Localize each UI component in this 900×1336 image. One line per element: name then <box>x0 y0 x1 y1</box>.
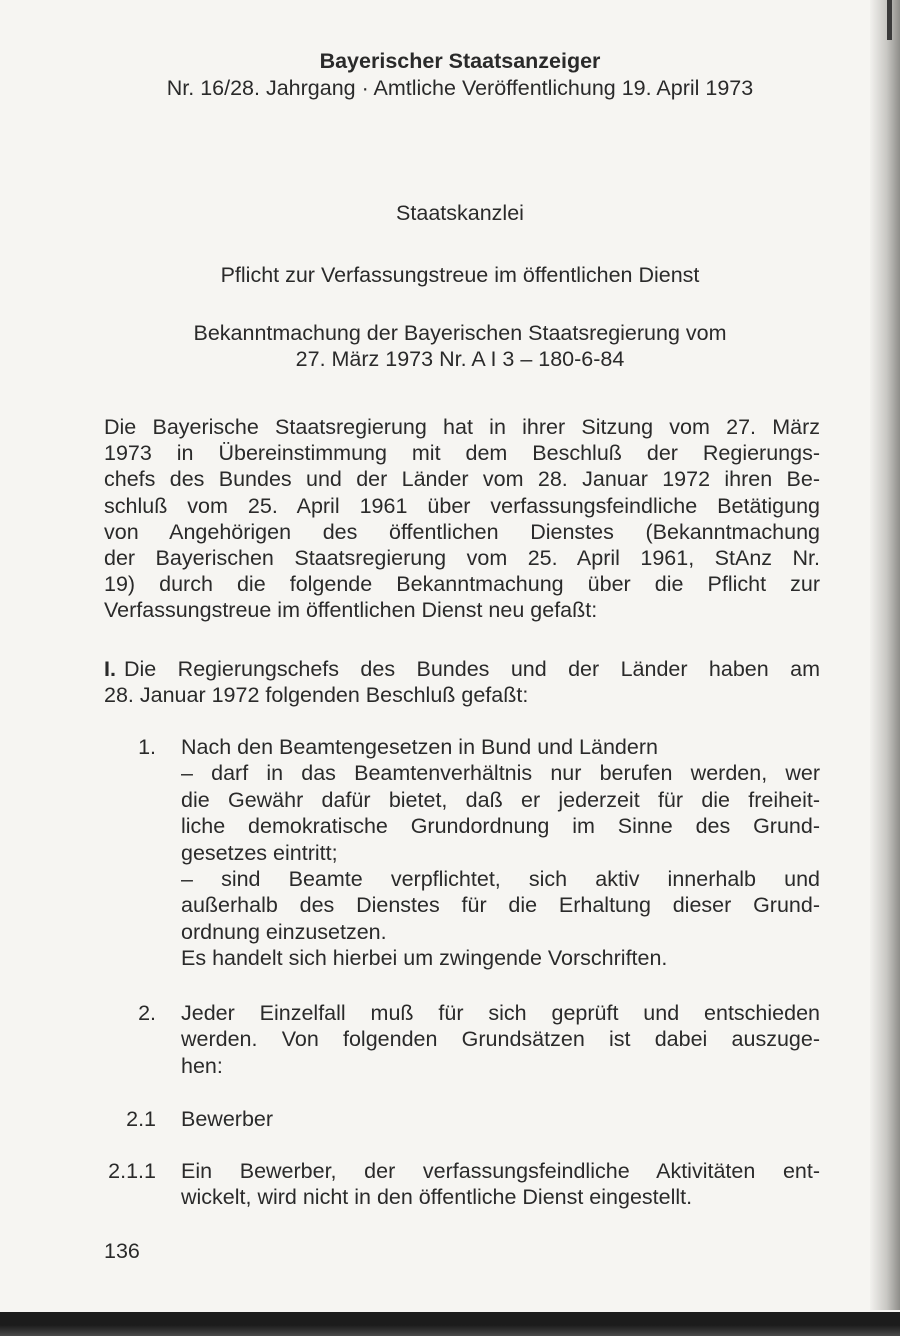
intro-line: der Bayerischen Staatsregierung vom 25. April 1961, StAnz Nr. <box>104 545 820 570</box>
item-number: 2.1 <box>126 1107 156 1131</box>
item-2-1-text <box>181 1106 820 1132</box>
item-line: die Gewähr dafür bietet, daß er jederzeit für die freiheit- <box>181 787 820 812</box>
item-line: außerhalb des Dienstes für die Erhaltung dieser Grund- <box>181 893 820 918</box>
page-edge-shadow <box>870 0 900 1310</box>
section1-paragraph <box>124 656 820 682</box>
scan-bottom-border <box>0 1312 900 1336</box>
item-line: Es handelt sich hierbei um zwingende Vorschriften. <box>181 946 668 971</box>
intro-line: 19) durch die folgende Bekanntmachung über die Pflicht zur <box>104 572 820 597</box>
document-title: Pflicht zur Verfassungstreue im öffentlichen Dienst <box>220 263 700 287</box>
intro-line: 1973 in Übereinstimmung mit dem Beschluß der Regierungs- <box>104 441 820 466</box>
item-line: Nach den Beamtengesetzen in Bund und Ländern <box>181 735 658 759</box>
item-line: ordnung einzusetzen. <box>181 919 387 944</box>
subtitle-line-1: Bekanntmachung der Bayerischen Staatsregierung vom <box>193 321 727 345</box>
item-2-1-1-text <box>181 1158 820 1211</box>
item-line: Ein Bewerber, der verfassungsfeindliche Aktivitäten ent- <box>181 1159 820 1183</box>
issue-line: Nr. 16/28. Jahrgang · Amtliche Veröffentlichung 19. April 1973 <box>166 76 754 100</box>
publication-title: Bayerischer Staatsanzeiger <box>319 49 601 73</box>
section1-line: Die Regierungschefs des Bundes und der Länder haben am <box>124 657 820 681</box>
intro-line: Die Bayerische Staatsregierung hat in ihrer Sitzung vom 27. März <box>104 415 820 439</box>
page-number: 136 <box>104 1239 140 1263</box>
intro-line: Verfassungstreue im öffentlichen Dienst neu gefaßt: <box>104 598 598 623</box>
item-number: 2. <box>138 1001 156 1025</box>
subtitle-line-2: 27. März 1973 Nr. A I 3 – 180-6-84 <box>295 347 625 371</box>
item-line: – darf in das Beamtenverhältnis nur berufen werden, wer <box>181 761 820 786</box>
intro-line: chefs des Bundes und der Länder vom 28. Januar 1972 ihren Be- <box>104 467 820 492</box>
item-line: werden. Von folgenden Grundsätzen ist dabei auszuge- <box>181 1027 820 1052</box>
page-edge-mark <box>887 0 892 40</box>
agency-heading: Staatskanzlei <box>396 201 524 225</box>
intro-line: von Angehörigen des öffentlichen Dienstes (Bekanntmachung <box>104 519 820 544</box>
section1-line: 28. Januar 1972 folgenden Beschluß gefaßt: <box>104 683 529 707</box>
item-line: liche demokratische Grundordnung im Sinne des Grund- <box>181 814 820 839</box>
item-line: – sind Beamte verpflichtet, sich aktiv innerhalb und <box>181 866 820 891</box>
item-number: 1. <box>138 735 156 759</box>
item-2-text <box>181 1000 820 1079</box>
item-line: wickelt, wird nicht in den öffentliche Dienst eingestellt. <box>181 1185 693 1210</box>
item-1-text <box>181 734 820 972</box>
item-number: 2.1.1 <box>108 1159 156 1183</box>
intro-paragraph <box>104 414 820 624</box>
intro-line: schluß vom 25. April 1961 über verfassungsfeindliche Betätigung <box>104 493 820 518</box>
item-line: Jeder Einzelfall muß für sich geprüft und entschieden <box>181 1001 820 1025</box>
section-marker: I. <box>104 657 116 681</box>
item-line: hen: <box>181 1053 223 1078</box>
item-line: gesetzes eintritt; <box>181 840 338 865</box>
item-line: Bewerber <box>181 1107 274 1131</box>
